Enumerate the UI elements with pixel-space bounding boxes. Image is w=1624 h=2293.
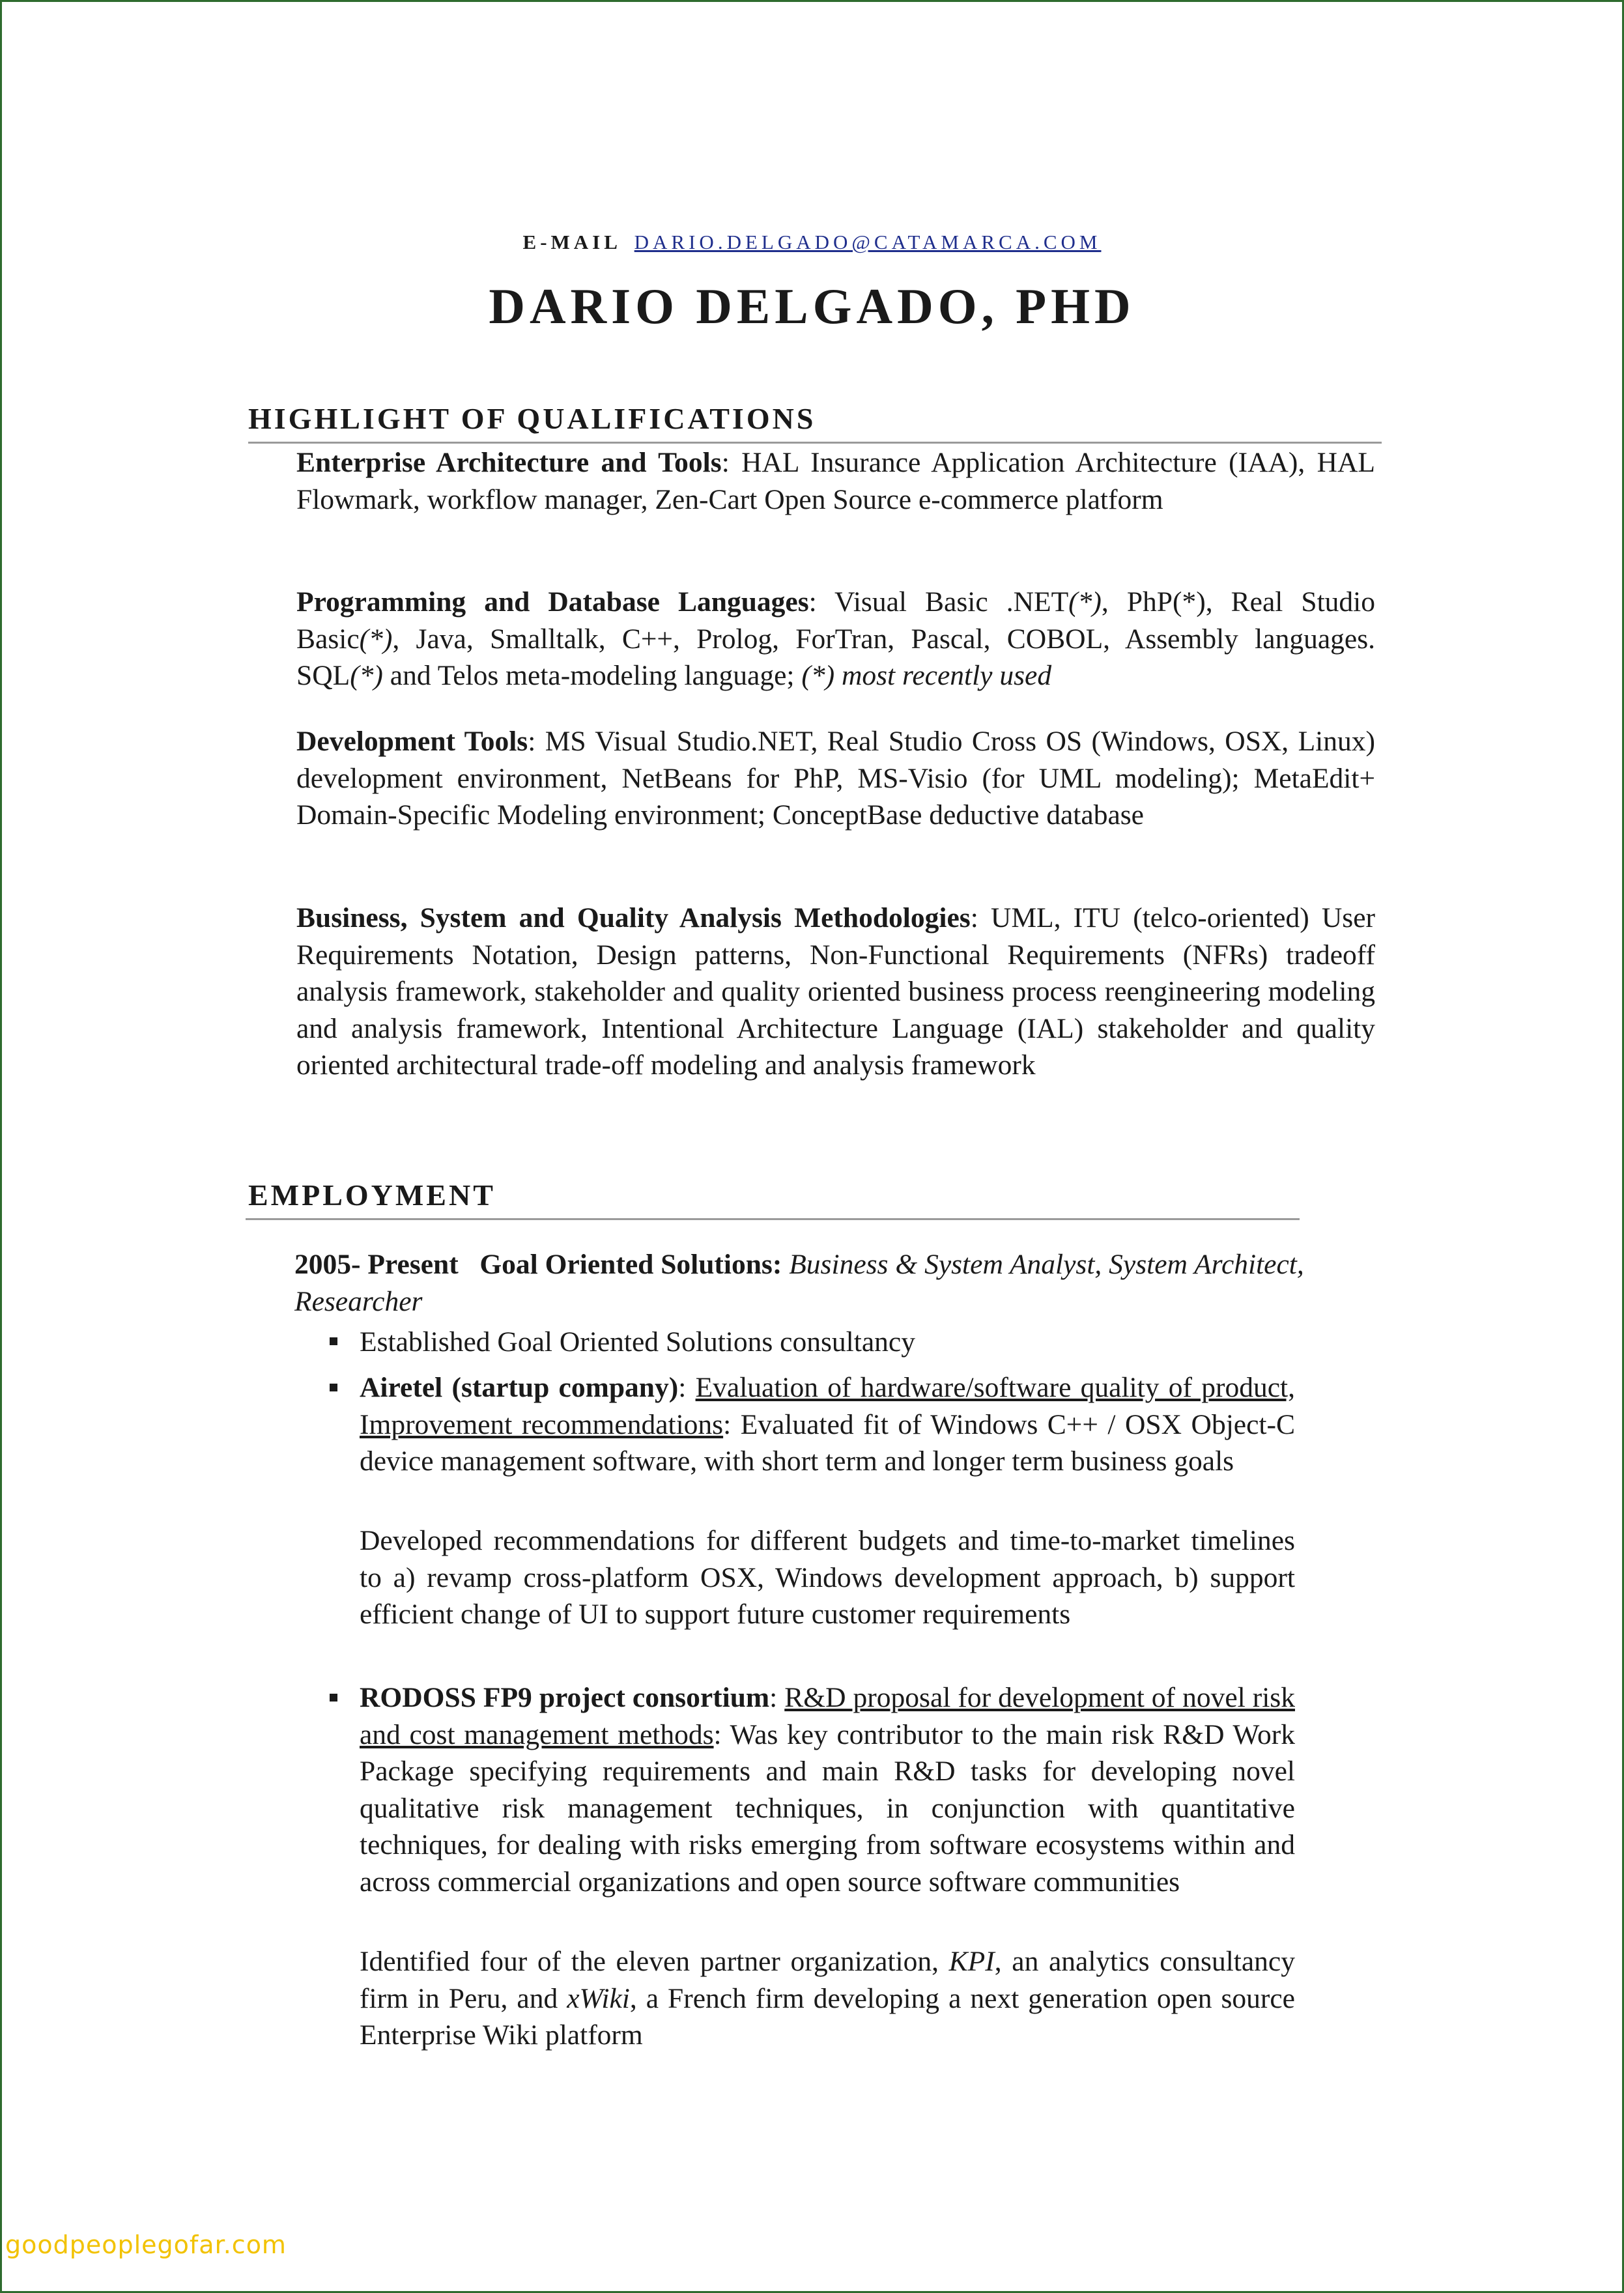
watermark-text: goodpeoplegofar.com <box>5 2230 287 2259</box>
bullet-marker <box>330 1694 337 1702</box>
bullet-marker <box>330 1337 337 1345</box>
candidate-name: DARIO DELGADO, PHD <box>489 278 1135 334</box>
job-header <box>294 1246 1304 1320</box>
qualification-item: Enterprise Architecture and Tools: HAL Insurance Application Architecture (IAA), HAL Flowmark, workflow manager, Zen-Cart Open Source e-commerce platform <box>296 447 1376 515</box>
job-company: Goal Oriented Solutions: <box>479 1249 782 1280</box>
employment-bullet: Established Goal Oriented Solutions consultancy <box>360 1326 915 1358</box>
job-dates: 2005- Present <box>294 1249 459 1280</box>
qualification-item: Programming and Database Languages: Visual Basic .NET(*), PhP(*), Real Studio Basic(*), Java, Smalltalk, C++, Prolog, ForTran, Pascal, COBOL, Assembly languages. SQL(*) and Telos meta-modeling language; (*) most recently used <box>296 586 1376 691</box>
qualification-label: Development Tools <box>296 726 528 757</box>
email-line <box>0 229 1624 255</box>
email-label: E-MAIL <box>522 231 621 253</box>
bullet-label: RODOSS FP9 project consortium <box>360 1682 770 1713</box>
employment-bullet-detail: Developed recommendations for different budgets and time-to-market timelines to a) revamp cross-platform OSX, Windows development approach, b) support efficient change of UI to support future customer requirements <box>360 1525 1295 1630</box>
email-link[interactable]: DARIO.DELGADO@CATAMARCA.COM <box>634 231 1102 253</box>
employment-heading: EMPLOYMENT <box>248 1178 496 1212</box>
qualification-label: Business, System and Quality Analysis Methodologies <box>296 902 971 933</box>
bullet-marker <box>330 1384 337 1391</box>
bullet-label: Airetel (startup company) <box>360 1372 679 1403</box>
employment-rule <box>246 1218 1300 1220</box>
qualifications-rule <box>248 442 1382 444</box>
qualifications-heading: HIGHLIGHT OF QUALIFICATIONS <box>248 402 816 435</box>
employment-bullet: RODOSS FP9 project consortium: R&D proposal for development of novel risk and cost management methods: Was key contributor to the main risk R&D Work Package specifying requirements and main R&D tasks for developing novel qualitative risk management techniques, in conjunction with quantitative techniques, for dealing with risks emerging from software ecosystems within and across commercial organizations and open source software communities <box>360 1682 1295 1898</box>
qualification-item: Business, System and Quality Analysis Methodologies: UML, ITU (telco-oriented) User Requirements Notation, Design patterns, Non-Functional Requirements (NFRs) tradeoff analysis framework, stakeholder and quality oriented business process reengineering modeling and analysis framework, Intentional Architecture Language (IAL) stakeholder and quality oriented architectural trade-off modeling and analysis framework <box>296 902 1375 1081</box>
employment-bullet-detail: Identified four of the eleven partner organization, KPI, an analytics consultancy firm in Peru, and xWiki, a French firm developing a next generation open source Enterprise Wiki platform <box>360 1946 1295 2051</box>
qualification-label: Programming and Database Languages <box>296 586 809 618</box>
employment-bullet: Airetel (startup company): Evaluation of hardware/software quality of product, Improvement recommendations: Evaluated fit of Windows C++ / OSX Object-C device management software, with short term and longer term business goals <box>360 1372 1295 1477</box>
qualification-label: Enterprise Architecture and Tools <box>296 447 722 478</box>
qualification-item: Development Tools: MS Visual Studio.NET, Real Studio Cross OS (Windows, OSX, Linux) development environment, NetBeans for PhP, MS-Visio (for UML modeling); MetaEdit+ Domain-Specific Modeling environment; ConceptBase deductive database <box>296 726 1376 831</box>
job-role: Business & System Analyst, System Architect, Researcher <box>294 1249 1304 1317</box>
